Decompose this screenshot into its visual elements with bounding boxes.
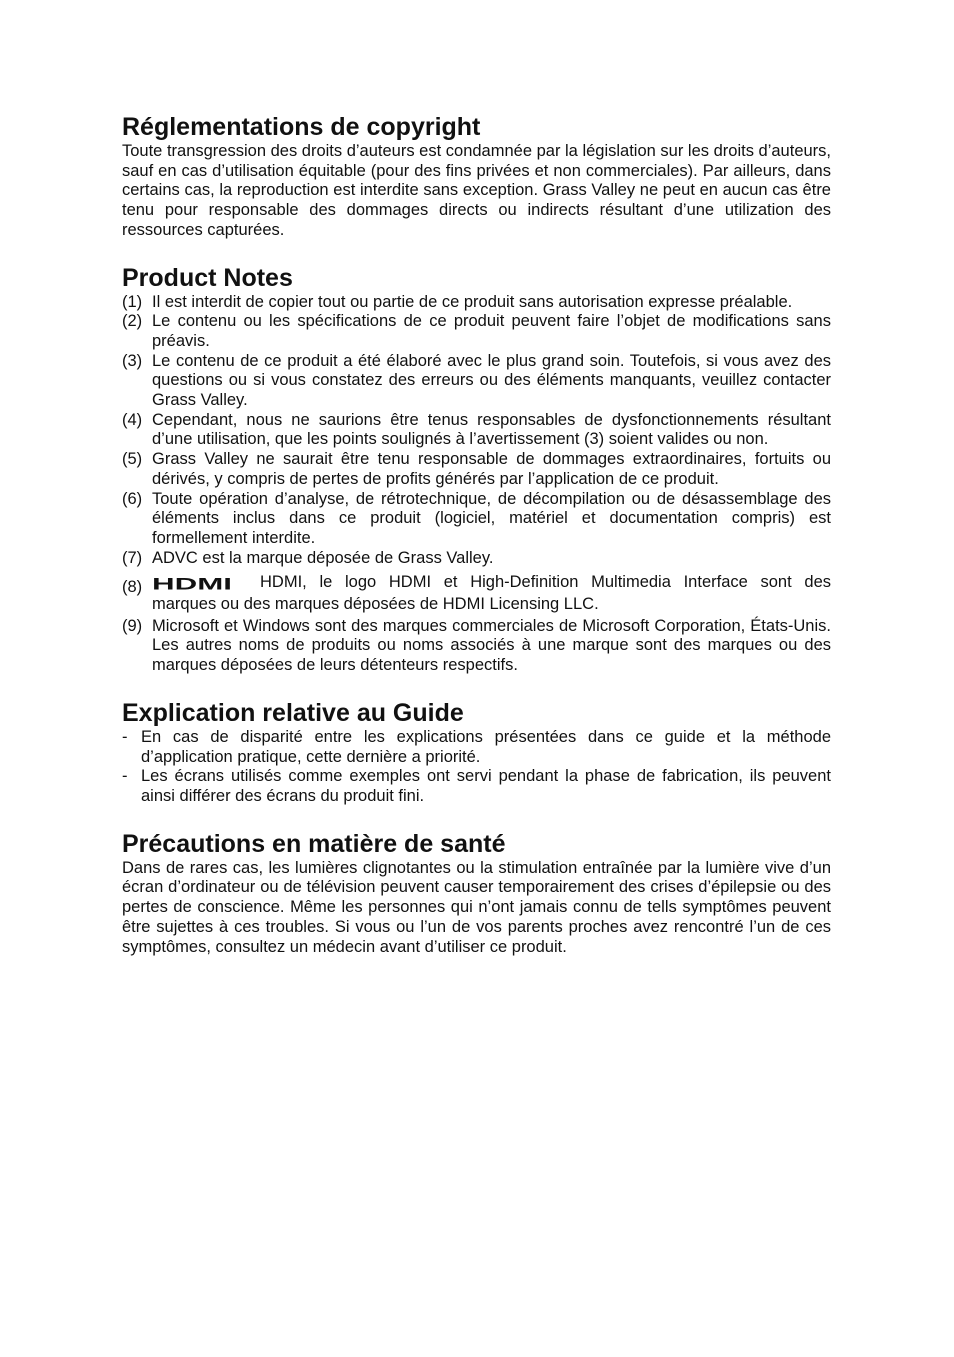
note-item xyxy=(122,293,831,313)
guide-item xyxy=(122,767,831,806)
guide-text: En cas de disparité entre les explications présentées dans ce guide et la méthode d’application pratique, cette dernière a priorité. xyxy=(141,727,831,766)
note-item xyxy=(122,312,831,351)
product-notes-section xyxy=(122,263,831,676)
guide-section xyxy=(122,698,831,807)
product-notes-list xyxy=(122,293,831,676)
note-item xyxy=(122,411,831,450)
copyright-section xyxy=(122,112,831,241)
note-text: Le contenu ou les spécifications de ce produit peuvent faire l’objet de modifications sans préavis. xyxy=(152,312,831,350)
health-section xyxy=(122,829,831,958)
guide-item xyxy=(122,728,831,767)
guide-list xyxy=(122,728,831,807)
hdmi-text-line2: marques ou des marques déposées de HDMI Licensing LLC. xyxy=(152,595,599,614)
note-item xyxy=(122,549,831,569)
note-item xyxy=(122,617,831,676)
health-heading: Précautions en matière de santé xyxy=(122,829,506,858)
copyright-heading: Réglementations de copyright xyxy=(122,113,481,141)
guide-bullet: - xyxy=(122,727,128,746)
note-text: Cependant, nous ne saurions être tenus responsables de dysfonctionnements résultant d’une utilisation, que les points soulignés à l’avertissement (3) soient valides ou non. xyxy=(152,410,831,449)
note-number: (2) xyxy=(122,312,143,331)
note-text: ADVC est la marque déposée de Grass Valley. xyxy=(152,548,494,567)
note-number: (9) xyxy=(122,616,143,635)
note-item xyxy=(122,352,831,411)
note-number: (1) xyxy=(122,292,143,311)
hdmi-text-line1: HDMI, le logo HDMI et High-Definition Multimedia Interface sont des xyxy=(260,573,831,592)
note-item xyxy=(122,450,831,489)
note-text: Toute opération d’analyse, de rétrotechnique, de décompilation ou de désassemblage des éléments inclus dans ce produit (logiciel, matériel et documentation compris) est formellement interdite. xyxy=(152,489,831,547)
note-item-hdmi xyxy=(122,573,831,614)
note-text: Il est interdit de copier tout ou partie de ce produit sans autorisation expresse préalable. xyxy=(152,292,793,311)
health-body: Dans de rares cas, les lumières clignotantes ou la stimulation entraînée par la lumière vive d’un écran d’ordinateur ou de télévision peuvent causer temporairement des crises d’épilepsie ou des pertes de conscience. Même les personnes qui n’ont jamais connu de tells symptômes peuvent être sujettes à ces troubles. Si vous ou l’un de vos parents proches avez rencontré l’un de ces symptômes, consultez un médecin avant d’utiliser ce produit. xyxy=(122,858,831,956)
guide-bullet: - xyxy=(122,767,128,786)
document-page xyxy=(122,110,831,979)
note-number: (5) xyxy=(122,450,143,469)
note-number: (4) xyxy=(122,410,143,429)
guide-heading: Explication relative au Guide xyxy=(122,698,464,727)
product-notes-heading: Product Notes xyxy=(122,263,293,292)
note-text: Le contenu de ce produit a été élaboré avec le plus grand soin. Toutefois, si vous avez des questions ou si vous constatez des erreurs ou des éléments manquants, veuillez contacter Grass Valley. xyxy=(152,351,831,410)
note-number: (6) xyxy=(122,489,143,508)
hdmi-logo-icon xyxy=(152,576,232,591)
note-text: Microsoft et Windows sont des marques commerciales de Microsoft Corporation, États-Unis. Les autres noms de produits ou noms associés à une marque sont des marques ou des marques déposées de leurs détenteurs respectifs. xyxy=(152,616,831,675)
guide-text: Les écrans utilisés comme exemples ont servi pendant la phase de fabrication, ils peuvent ainsi différer des écrans du produit fini. xyxy=(141,767,831,805)
note-item xyxy=(122,490,831,549)
note-number: (7) xyxy=(122,548,143,567)
note-number: (8) xyxy=(122,578,143,597)
hdmi-row xyxy=(152,573,831,593)
note-number: (3) xyxy=(122,351,143,370)
copyright-body: Toute transgression des droits d’auteurs est condamnée par la législation sur les droits d’auteurs, sauf en cas d’utilisation équitable (pour des fins privées et non commerciales). Par ailleurs, dans certains cas, la reproduction est interdite sans exception. Grass Valley ne peut en aucun cas être tenu pour responsable des dommages directs ou indirects résultant d’une utilization des ressources capturées. xyxy=(122,142,831,239)
hdmi-logo-text: HDMI xyxy=(152,575,232,591)
note-text: Grass Valley ne saurait être tenu responsable de dommages extraordinaires, fortuits ou dérivés, y compris de pertes de profits générés par l’application de ce produit. xyxy=(152,450,831,488)
